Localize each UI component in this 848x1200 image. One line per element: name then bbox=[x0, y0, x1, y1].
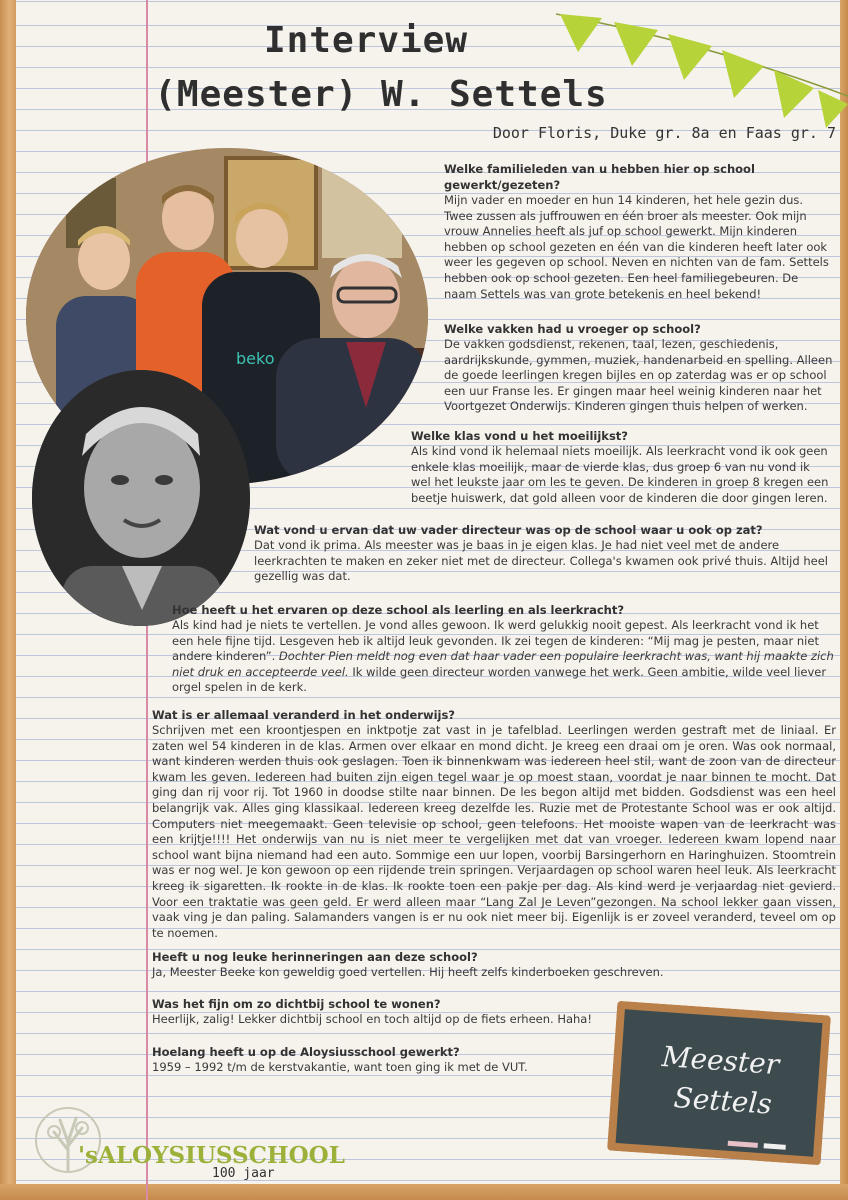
answer-7: Ja, Meester Beeke kon geweldig goed vertellen. Hij heeft zelfs kinderboeken geschreven. bbox=[152, 965, 664, 979]
question-2: Welke vakken had u vroeger op school? bbox=[444, 322, 701, 336]
wood-background-bottom bbox=[0, 1184, 848, 1200]
byline: Door Floris, Duke gr. 8a en Faas gr. 7 bbox=[492, 124, 836, 142]
question-3: Welke klas vond u het moeilijkst? bbox=[411, 429, 628, 443]
question-4: Wat vond u ervan dat uw vader directeur was op de school waar u ook op zat? bbox=[254, 523, 763, 537]
answer-5-part3: Ik wilde geen directeur worden vanwege het werk. Geen ambitie, wilde veel liever orgel spelen in de kerk. bbox=[172, 664, 827, 695]
answer-5 bbox=[172, 618, 836, 696]
chalkboard-line1: Meester bbox=[660, 1040, 781, 1082]
question-1: Welke familieleden van u hebben hier op school gewerkt/gezeten? bbox=[444, 162, 755, 192]
answer-1: Mijn vader en moeder en hun 14 kinderen, het hele gezin dus. Twee zussen als juffrouwen en één broer als meester. Ook mijn vrouw Annelies heeft als juf op school gewerkt. Mijn kinderen hebben op school gezeten en één van die kinderen heeft later ook weer les gegeven op school. Neven en nichten van de fam. Settels hebben ook op school gezeten. Een heel familiegebeuren. De naam Settels was van grote betekenis en heel bekend! bbox=[444, 193, 829, 301]
answer-6: Schrijven met een kroontjespen en inktpotje zat vast in je tafelblad. Leerlingen werden gestraft met de liniaal. Er zaten wel 54 kinderen in de klas. Armen over elkaar en mond dicht. Je kreeg een draai om je oren. Was ook normaal, want kinderen werden thuis ook geslagen. Toen ik binnenkwam was iedereen heel stil, want de zoon van de directeur kwam les geven. Iedereen had buiten zijn eigen tegel waar je op moest staan, voordat je naar binnen te mocht. Dat ging dan rij voor rij. Tot 1960 in doodse stilte naar binnen. De les begon altijd met bidden. Godsdienst was een heel belangrijk vak. Alles ging klassikaal. Iedereen kreeg dezelfde les. Ruzie met de Protestante School was er ook altijd. Computers niet meegemaakt. Geen televisie op school, geen telefoons. Het mooiste wapen van de leerkracht was een krijtje!!!! Het onderwijs van nu is niet meer te vergelijken met dat van vroeger. Iedereen kwam lopend naar school want bijna niemand had een auto. Sommige een uur lopen, voorbij Barsingerhorn en Haringhuizen. Stoomtrein was er nog wel. Je kon gewoon op een rijdende trein springen. Verjaardagen op school waren heel leuk. Als leerkracht kreeg ik sigaretten. Ik rookte in de klas. Ik rookte toen een pakje per dag. Als kind werd je verjaardag niet gevierd. Voor een traktatie was geen geld. Er werd alleen maar “Lang Zal Je Leven”gezongen. Na school lekker gaan vissen, vaak ving je dan paling. Salamanders vangen is er nu ook niet meer bij. Eigenlijk is er zoveel veranderd, teveel om op te noemen. bbox=[152, 723, 836, 940]
page-title-line1: Interview bbox=[263, 20, 469, 61]
answer-8: Heerlijk, zalig! Lekker dichtbij school en toch altijd op de fiets erheen. Haha! bbox=[152, 1012, 592, 1026]
answer-9: 1959 – 1992 t/m de kerstvakantie, want toen ging ik met de VUT. bbox=[152, 1060, 528, 1074]
question-5: Hoe heeft u het ervaren op deze school als leerling en als leerkracht? bbox=[172, 603, 625, 617]
svg-text:beko: beko bbox=[236, 349, 275, 368]
question-7: Heeft u nog leuke herinneringen aan deze school? bbox=[152, 950, 478, 964]
page-title-line2: (Meester) W. Settels bbox=[154, 74, 608, 115]
question-9: Hoelang heeft u op de Aloysiusschool gewerkt? bbox=[152, 1045, 460, 1059]
old-portrait-photo bbox=[32, 370, 250, 626]
chalkboard-line2: Settels bbox=[672, 1080, 773, 1121]
chalkboard bbox=[607, 1001, 831, 1166]
wood-background-left bbox=[0, 0, 16, 1200]
answer-2: De vakken godsdienst, rekenen, taal, lezen, geschiedenis, aardrijkskunde, gymmen, muziek, handenarbeid en spelling. Alleen de goede leerlingen kregen bijles en op zaterdag was er op school een uur Franse les. Er gingen maar heel weinig kinderen naar het Voortgezet Onderwijs. Kinderen gingen thuis helpen of werken. bbox=[444, 337, 833, 414]
wood-background-right bbox=[840, 0, 848, 1200]
answer-5-part1: Als kind had je niets te vertellen. Je vond alles gewoon. Ik werd gelukkig nooit gepest. Als leerkracht vond ik het een hele fijne tijd. Lesgeven heb ik altijd leuk gevonden. Ik zei tegen de kinderen: “Mij mag je pesten, maar niet andere kinderen”. bbox=[172, 618, 819, 664]
answer-5-quote-daughter: Dochter Pien meldt nog even dat haar vader een populaire leerkracht was, want hij maakte zich niet druk en accepteerde veel. bbox=[172, 649, 834, 679]
school-logo-name: 'sALOYSIUSSCHOOL bbox=[78, 1142, 345, 1169]
answer-4: Dat vond ik prima. Als meester was je baas in je eigen klas. Je had niet veel met de andere leerkrachten te maken en zeker niet met de directeur. Collega's kwamen ook privé thuis. Altijd heel gezellig was dat. bbox=[254, 538, 828, 584]
question-8: Was het fijn om zo dichtbij school te wonen? bbox=[152, 997, 441, 1011]
school-logo-subtitle: 100 jaar bbox=[212, 1166, 275, 1181]
answer-3: Als kind vond ik helemaal niets moeilijk. Als leerkracht vond ik ook geen enkele klas moeilijk, maar de vierde klas, dus groep 6 van nu vond ik wel het leukste jaar om les te geven. De kinderen in groep 8 kregen een beetje huiswerk, dat gold alleen voor de kinderen die door gingen leren. bbox=[411, 444, 829, 505]
old-portrait-illustration bbox=[32, 370, 250, 626]
question-6: Wat is er allemaal veranderd in het onderwijs? bbox=[152, 708, 455, 722]
